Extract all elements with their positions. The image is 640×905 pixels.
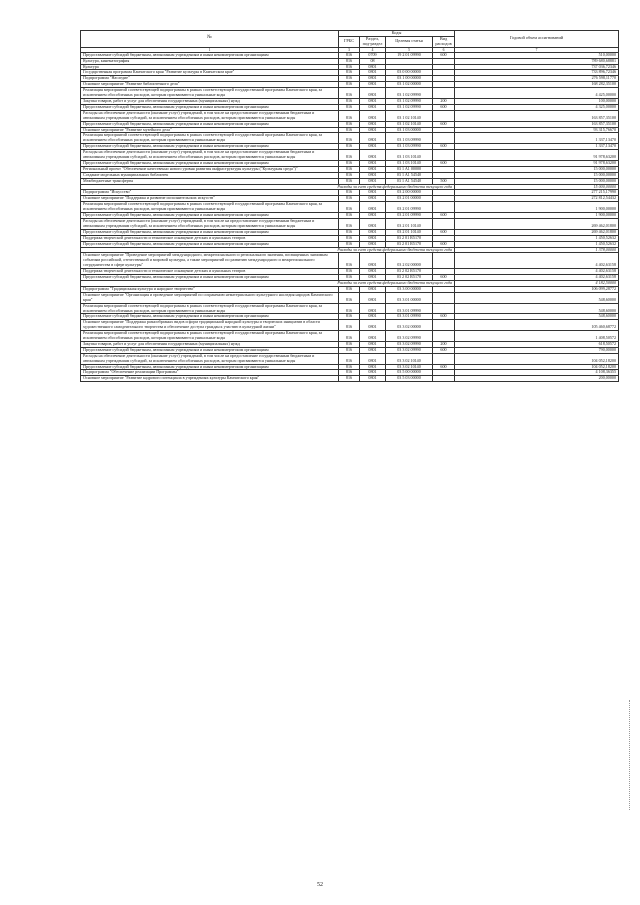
cell-target: 03 2 01 10140 bbox=[386, 229, 433, 235]
cell-section: 0801 bbox=[360, 275, 386, 281]
cell-name: Предоставление субсидий бюджетным, автономным учреждениям и иным некоммерческим организациям bbox=[81, 229, 339, 235]
cell-vr bbox=[433, 353, 455, 364]
cell-name: Реализация мероприятий соответствующей подпрограммы в рамках соответствующей государственной программы Камчатского края, за исключением обособленных расходов, которым присваиваются уникальные коды bbox=[81, 303, 339, 314]
cell-amount: 737 036,72346 bbox=[455, 64, 619, 70]
cell-vr: 600 bbox=[433, 121, 455, 127]
cell-amount: 106 099,28772 bbox=[455, 286, 619, 292]
note-text: Расходы за счет средств федерального бюджета текущего года bbox=[81, 247, 455, 253]
cell-target: 03 2 01 09990 bbox=[386, 213, 433, 219]
cell-name: Предоставление субсидий бюджетным, автономным учреждениям и иным некоммерческим организациям bbox=[81, 121, 339, 127]
cell-name: Основное мероприятие "Проведение мероприятий международного, межрегионального и регионального значения, посвященных значимым событиям российской, отечественной и мировой культуры, а также мероприятий по развитию международного и межрегионального сотрудничества в сфере культуры" bbox=[81, 253, 339, 269]
cell-grbs: 816 bbox=[339, 64, 360, 70]
cell-name: Основное мероприятие "Организация и проведение мероприятий по сохранению нематериального культурного наследия народов Камчатского края" bbox=[81, 292, 339, 303]
cell-amount: 733 896,72346 bbox=[455, 70, 619, 76]
column-number: 5 bbox=[386, 47, 433, 52]
cell-target: 03 3 02 09990 bbox=[386, 331, 433, 342]
cell-amount: 104 052,18200 bbox=[455, 353, 619, 364]
cell-name: Основное мероприятие "Поддержка разнообразных видов и форм традиционной народной культуры и творческих инициатив в области художественного самодеятельного творчества и обеспечение доступа граждан к участию в культурной жизни" bbox=[81, 320, 339, 331]
cell-vr bbox=[433, 303, 455, 314]
cell-target: 03 2 02 R5170 bbox=[386, 269, 433, 275]
column-number: 3 bbox=[339, 47, 360, 52]
cell-grbs: 816 bbox=[339, 144, 360, 150]
cell-grbs: 816 bbox=[339, 213, 360, 219]
cell-amount: 104 052,18200 bbox=[455, 364, 619, 370]
cell-section: 0801 bbox=[360, 172, 386, 178]
cell-target: 03 3 02 10140 bbox=[386, 353, 433, 364]
cell-vr: 600 bbox=[433, 144, 455, 150]
cell-target: 03 1 03 09990 bbox=[386, 133, 433, 144]
cell-name: Культура bbox=[81, 64, 339, 70]
header-section: Раздел, под-раздел bbox=[360, 36, 386, 47]
cell-target: 03 2 02 R5170 bbox=[386, 275, 433, 281]
column-number: 1 bbox=[81, 47, 339, 52]
cell-amount: 548,60000 bbox=[455, 292, 619, 303]
cell-amount: 4 402,63158 bbox=[455, 253, 619, 269]
cell-grbs: 816 bbox=[339, 341, 360, 347]
header-num: № bbox=[81, 31, 339, 48]
cell-target: 03 1 03 10140 bbox=[386, 160, 433, 166]
cell-target: 03 2 01 10140 bbox=[386, 219, 433, 230]
cell-section: 0801 bbox=[360, 64, 386, 70]
table-row bbox=[81, 353, 619, 364]
cell-vr bbox=[433, 150, 455, 161]
cell-grbs: 816 bbox=[339, 121, 360, 127]
cell-vr: 600 bbox=[433, 275, 455, 281]
cell-section: 0801 bbox=[360, 76, 386, 82]
cell-section: 0801 bbox=[360, 196, 386, 202]
cell-target: 03 1 02 09990 bbox=[386, 98, 433, 104]
cell-name: Подпрограмма "Наследие" bbox=[81, 76, 339, 82]
cell-grbs: 816 bbox=[339, 196, 360, 202]
cell-grbs: 816 bbox=[339, 269, 360, 275]
table-header bbox=[81, 31, 619, 53]
page-number: 52 bbox=[317, 882, 323, 888]
cell-grbs: 816 bbox=[339, 76, 360, 82]
cell-name: Региональный проект "Обеспечение качественно нового уровня развития инфраструктуры культуры ("Культурная среда")" bbox=[81, 166, 339, 172]
cell-amount: 789 680,68881 bbox=[455, 58, 619, 64]
cell-name: Реализация мероприятий соответствующей подпрограммы в рамках соответствующей государственной программы Камчатского края, за исключением обособленных расходов, которым присваиваются уникальные коды bbox=[81, 88, 339, 99]
cell-name: Предоставление субсидий бюджетным, автономным учреждениям и иным некоммерческим организациям bbox=[81, 241, 339, 247]
cell-section: 0801 bbox=[360, 166, 386, 172]
cell-target: 03 3 01 00000 bbox=[386, 292, 433, 303]
cell-name: Реализация мероприятий соответствующей подпрограммы в рамках соответствующей государственной программы Камчатского края, за исключением обособленных расходов, которым присваиваются уникальные коды bbox=[81, 133, 339, 144]
cell-target: 03 2 01 R5170 bbox=[386, 235, 433, 241]
cell-grbs: 816 bbox=[339, 190, 360, 196]
cell-name: Подпрограмма "Искусство" bbox=[81, 190, 339, 196]
cell-grbs: 816 bbox=[339, 364, 360, 370]
cell-section: 0801 bbox=[360, 110, 386, 121]
note-amount: 1 378,00000 bbox=[455, 247, 619, 253]
cell-target: 03 1 A1 00000 bbox=[386, 166, 433, 172]
cell-section: 0801 bbox=[360, 286, 386, 292]
cell-grbs: 816 bbox=[339, 353, 360, 364]
cell-vr bbox=[433, 110, 455, 121]
cell-target: 03 5 00 00000 bbox=[386, 370, 433, 376]
note-amount: 15 000,00000 bbox=[455, 184, 619, 190]
cell-grbs: 816 bbox=[339, 347, 360, 353]
cell-vr bbox=[433, 133, 455, 144]
cell-amount: 548,60000 bbox=[455, 314, 619, 320]
cell-target: 03 1 02 10140 bbox=[386, 110, 433, 121]
cell-amount: 105 460,68772 bbox=[455, 320, 619, 331]
cell-name: Подпрограмма "Обеспечение реализации Программы" bbox=[81, 370, 339, 376]
cell-amount: 618,50572 bbox=[455, 341, 619, 347]
cell-target: 03 1 A1 54540 bbox=[386, 178, 433, 184]
cell-grbs: 816 bbox=[339, 178, 360, 184]
cell-amount: 1 337,13470 bbox=[455, 144, 619, 150]
cell-name: Предоставление субсидий бюджетным, автономным учреждениям и иным некоммерческим организациям bbox=[81, 144, 339, 150]
cell-target: 03 2 02 00000 bbox=[386, 253, 433, 269]
cell-section: 0801 bbox=[360, 292, 386, 303]
cell-grbs: 816 bbox=[339, 286, 360, 292]
cell-name: Основное мероприятие "Поддержка и развитие исполнительских искусств" bbox=[81, 196, 339, 202]
table-body bbox=[81, 52, 619, 382]
column-number: 4 bbox=[360, 47, 386, 52]
cell-section: 0801 bbox=[360, 320, 386, 331]
cell-grbs: 816 bbox=[339, 98, 360, 104]
table-row bbox=[81, 253, 619, 269]
cell-amount: 269 462,01800 bbox=[455, 229, 619, 235]
cell-grbs: 816 bbox=[339, 172, 360, 178]
cell-section: 0801 bbox=[360, 160, 386, 166]
table-row bbox=[81, 88, 619, 99]
cell-amount: 93 315,76670 bbox=[455, 127, 619, 133]
cell-name: Предоставление субсидий бюджетным, автономным учреждениям и иным некоммерческим организациям bbox=[81, 314, 339, 320]
cell-section: 0801 bbox=[360, 314, 386, 320]
cell-section: 0801 bbox=[360, 364, 386, 370]
cell-vr: 600 bbox=[433, 52, 455, 58]
cell-amount: 1 900,00000 bbox=[455, 202, 619, 213]
table-row bbox=[81, 202, 619, 213]
cell-section: 0801 bbox=[360, 178, 386, 184]
cell-name: Закупка товаров, работ и услуг для обеспечения государственных (муниципальных) нужд bbox=[81, 98, 339, 104]
cell-name: Предоставление субсидий бюджетным, автономным учреждениям и иным некоммерческим организациям bbox=[81, 160, 339, 166]
cell-name: Расходы на обеспечение деятельности (оказание услуг) учреждений, в том числе на предоставление государственным бюджетным и автономным учреждениям субсидий, за исключением обособленных расходов, которым присваиваются уникальные коды bbox=[81, 110, 339, 121]
cell-target: 03 1 02 10140 bbox=[386, 121, 433, 127]
cell-vr: 200 bbox=[433, 341, 455, 347]
cell-name: Предоставление субсидий бюджетным, автономным учреждениям и иным некоммерческим организациям bbox=[81, 275, 339, 281]
cell-amount: 100,00000 bbox=[455, 98, 619, 104]
note-text: Расходы за счет средств федерального бюджета текущего года bbox=[81, 184, 455, 190]
cell-section: 0801 bbox=[360, 347, 386, 353]
cell-name: Основное мероприятие "Развитие музейного дела" bbox=[81, 127, 339, 133]
cell-amount: 163 857,35100 bbox=[455, 121, 619, 127]
cell-name: Поддержка творческой деятельности и техническое оснащение детских и кукольных театров bbox=[81, 235, 339, 241]
cell-section: 08 bbox=[360, 58, 386, 64]
cell-grbs: 816 bbox=[339, 70, 360, 76]
cell-vr bbox=[433, 376, 455, 382]
cell-amount: 15 000,00000 bbox=[455, 166, 619, 172]
cell-amount: 790,00000 bbox=[455, 347, 619, 353]
cell-amount: 1 900,00000 bbox=[455, 213, 619, 219]
cell-target: 03 1 03 10140 bbox=[386, 150, 433, 161]
cell-target: 03 3 02 10140 bbox=[386, 364, 433, 370]
cell-name: Межбюджетные трансферты bbox=[81, 178, 339, 184]
cell-target: 03 3 02 09990 bbox=[386, 347, 433, 353]
cell-grbs: 816 bbox=[339, 88, 360, 99]
note-text: Расходы за счет средств федерального бюджета текущего года bbox=[81, 280, 455, 286]
table-row bbox=[81, 320, 619, 331]
cell-grbs: 816 bbox=[339, 370, 360, 376]
cell-vr: 600 bbox=[433, 213, 455, 219]
cell-name: Предоставление субсидий бюджетным, автономным учреждениям и иным некоммерческим организациям bbox=[81, 213, 339, 219]
cell-target: 03 1 A1 54540 bbox=[386, 172, 433, 178]
cell-amount: 277 215,17990 bbox=[455, 190, 619, 196]
cell-amount: 510,00000 bbox=[455, 52, 619, 58]
table-row bbox=[81, 303, 619, 314]
table-row bbox=[81, 133, 619, 144]
cell-target: 03 2 01 R5170 bbox=[386, 241, 433, 247]
cell-name: Создание модельных муниципальных библиотек bbox=[81, 172, 339, 178]
cell-target: 03 3 01 09990 bbox=[386, 314, 433, 320]
cell-vr bbox=[433, 331, 455, 342]
cell-grbs: 816 bbox=[339, 219, 360, 230]
cell-section: 0801 bbox=[360, 202, 386, 213]
cell-grbs: 816 bbox=[339, 127, 360, 133]
cell-section: 0801 bbox=[360, 127, 386, 133]
cell-vr bbox=[433, 88, 455, 99]
cell-target: 03 1 02 09990 bbox=[386, 104, 433, 110]
cell-target: 03 2 01 09990 bbox=[386, 202, 433, 213]
cell-grbs: 816 bbox=[339, 331, 360, 342]
table-row bbox=[81, 331, 619, 342]
cell-vr bbox=[433, 202, 455, 213]
cell-amount: 91 978,63200 bbox=[455, 150, 619, 161]
cell-amount: 200,00000 bbox=[455, 376, 619, 382]
cell-target: 03 3 00 00000 bbox=[386, 286, 433, 292]
cell-grbs: 816 bbox=[339, 52, 360, 58]
column-number: 7 bbox=[455, 47, 619, 52]
budget-table bbox=[80, 30, 619, 382]
cell-target: 03 2 01 00000 bbox=[386, 196, 433, 202]
cell-amount: 15 000,00000 bbox=[455, 178, 619, 184]
table-row bbox=[81, 219, 619, 230]
cell-target: 03 1 03 00000 bbox=[386, 127, 433, 133]
cell-amount: 15 000,00000 bbox=[455, 172, 619, 178]
cell-name: Реализация мероприятий соответствующей подпрограммы в рамках соответствующей государственной программы Камчатского края, за исключением обособленных расходов, которым присваиваются уникальные коды bbox=[81, 202, 339, 213]
cell-amount: 548,60000 bbox=[455, 303, 619, 314]
cell-section: 0801 bbox=[360, 241, 386, 247]
cell-section: 0801 bbox=[360, 269, 386, 275]
cell-grbs: 816 bbox=[339, 292, 360, 303]
cell-target: 03 0 00 00000 bbox=[386, 70, 433, 76]
cell-grbs: 816 bbox=[339, 303, 360, 314]
cell-amount: 163 857,35100 bbox=[455, 110, 619, 121]
cell-section: 0801 bbox=[360, 376, 386, 382]
cell-target: 03 2 00 00000 bbox=[386, 190, 433, 196]
table-row bbox=[81, 292, 619, 303]
cell-vr bbox=[433, 253, 455, 269]
cell-name: Закупка товаров, работ и услуг для обеспечения государственных (муниципальных) нужд bbox=[81, 341, 339, 347]
budget-table-page bbox=[80, 30, 618, 382]
cell-amount: 272 812,54432 bbox=[455, 196, 619, 202]
cell-grbs: 816 bbox=[339, 150, 360, 161]
cell-grbs: 816 bbox=[339, 110, 360, 121]
cell-target: 19 2 01 09990 bbox=[386, 52, 433, 58]
cell-target: 03 3 02 00000 bbox=[386, 320, 433, 331]
cell-section: 0801 bbox=[360, 104, 386, 110]
cell-target: 03 1 02 09990 bbox=[386, 88, 433, 99]
cell-target: 03 1 02 00000 bbox=[386, 82, 433, 88]
cell-vr: 600 bbox=[433, 314, 455, 320]
cell-section: 0801 bbox=[360, 190, 386, 196]
cell-grbs: 816 bbox=[339, 82, 360, 88]
cell-section: 0801 bbox=[360, 235, 386, 241]
cell-amount: 1 337,13470 bbox=[455, 133, 619, 144]
cell-name: Расходы на обеспечение деятельности (оказание услуг) учреждений, в том числе на предоставление государственным бюджетным и автономным учреждениям субсидий, за исключением обособленных расходов, которым присваиваются уникальные коды bbox=[81, 150, 339, 161]
cell-vr bbox=[433, 292, 455, 303]
cell-grbs: 816 bbox=[339, 314, 360, 320]
cell-section: 0801 bbox=[360, 229, 386, 235]
cell-section: 0801 bbox=[360, 213, 386, 219]
cell-grbs: 816 bbox=[339, 202, 360, 213]
cell-grbs: 816 bbox=[339, 376, 360, 382]
cell-section: 0801 bbox=[360, 219, 386, 230]
cell-target: 03 1 00 00000 bbox=[386, 76, 433, 82]
cell-name: Предоставление субсидий бюджетным, автономным учреждениям и иным некоммерческим организациям bbox=[81, 52, 339, 58]
cell-section: 0801 bbox=[360, 98, 386, 104]
header-vr: Вид расходов bbox=[433, 36, 455, 47]
cell-vr: 600 bbox=[433, 229, 455, 235]
header-target: Целевая статья bbox=[386, 36, 433, 47]
cell-grbs: 816 bbox=[339, 235, 360, 241]
cell-vr: 200 bbox=[433, 98, 455, 104]
cell-section: 0801 bbox=[360, 370, 386, 376]
cell-section: 0801 bbox=[360, 144, 386, 150]
cell-target: 03 1 03 09990 bbox=[386, 144, 433, 150]
cell-name: Основное мероприятие "Развитие кадрового потенциала в учреждениях культуры Камчатского края" bbox=[81, 376, 339, 382]
cell-name: Предоставление субсидий бюджетным, автономным учреждениям и иным некоммерческим организациям bbox=[81, 364, 339, 370]
cell-grbs: 816 bbox=[339, 229, 360, 235]
cell-grbs: 816 bbox=[339, 275, 360, 281]
cell-name: Государственная программа Камчатского края "Развитие культуры в Камчатском крае" bbox=[81, 70, 339, 76]
cell-grbs: 816 bbox=[339, 104, 360, 110]
cell-section: 0801 bbox=[360, 253, 386, 269]
cell-grbs: 816 bbox=[339, 241, 360, 247]
cell-section: 0801 bbox=[360, 303, 386, 314]
table-row bbox=[81, 110, 619, 121]
cell-vr: 600 bbox=[433, 160, 455, 166]
cell-section: 0801 bbox=[360, 133, 386, 144]
cell-section: 0801 bbox=[360, 70, 386, 76]
header-grbs: ГРБС bbox=[339, 36, 360, 47]
cell-section: 0801 bbox=[360, 331, 386, 342]
cell-name: Реализация мероприятий соответствующей подпрограммы в рамках соответствующей государственной программы Камчатского края, за исключением обособленных расходов, которым присваиваются уникальные коды bbox=[81, 331, 339, 342]
cell-grbs: 816 bbox=[339, 320, 360, 331]
cell-name: Предоставление субсидий бюджетным, автономным учреждениям и иным некоммерческим организациям bbox=[81, 104, 339, 110]
cell-section: 0801 bbox=[360, 121, 386, 127]
header-amount: Годовой объем ассигнований bbox=[455, 31, 619, 48]
margin-dotted-line bbox=[629, 700, 630, 810]
cell-vr: 600 bbox=[433, 104, 455, 110]
cell-section: 0801 bbox=[360, 150, 386, 161]
note-amount: 4 182,50000 bbox=[455, 280, 619, 286]
cell-vr: 600 bbox=[433, 241, 455, 247]
cell-section: 0801 bbox=[360, 88, 386, 99]
cell-amount: 4 325,00000 bbox=[455, 104, 619, 110]
table-row bbox=[81, 150, 619, 161]
cell-amount: 1 450,52632 bbox=[455, 235, 619, 241]
cell-amount: 269 462,01800 bbox=[455, 219, 619, 230]
cell-name: Расходы на обеспечение деятельности (оказание услуг) учреждений, в том числе на предоставление государственным бюджетным и автономным учреждениям субсидий, за исключением обособленных расходов, которым присваиваются уникальные коды bbox=[81, 353, 339, 364]
cell-amount: 4 402,63158 bbox=[455, 269, 619, 275]
cell-grbs: 816 bbox=[339, 58, 360, 64]
cell-vr: 500 bbox=[433, 178, 455, 184]
cell-name: Культура, кинематография bbox=[81, 58, 339, 64]
cell-section: 0801 bbox=[360, 353, 386, 364]
cell-amount: 276 598,11770 bbox=[455, 76, 619, 82]
column-number: 6 bbox=[433, 47, 455, 52]
cell-amount: 168 282,35100 bbox=[455, 82, 619, 88]
cell-amount: 4 425,00000 bbox=[455, 88, 619, 99]
cell-amount: 1 408,50572 bbox=[455, 331, 619, 342]
cell-vr: 600 bbox=[433, 347, 455, 353]
cell-section: 0801 bbox=[360, 82, 386, 88]
cell-section: 0709 bbox=[360, 52, 386, 58]
cell-name: Основное мероприятие "Развитие библиотечного дела" bbox=[81, 82, 339, 88]
cell-vr bbox=[433, 219, 455, 230]
cell-grbs: 816 bbox=[339, 253, 360, 269]
cell-vr: 600 bbox=[433, 364, 455, 370]
cell-grbs: 816 bbox=[339, 166, 360, 172]
cell-vr bbox=[433, 320, 455, 331]
cell-target: 03 3 01 09990 bbox=[386, 303, 433, 314]
cell-target: 03 3 02 09990 bbox=[386, 341, 433, 347]
cell-grbs: 816 bbox=[339, 160, 360, 166]
cell-target: 03 5 03 00000 bbox=[386, 376, 433, 382]
cell-name: Подпрограмма "Традиционная культура и народное творчество" bbox=[81, 286, 339, 292]
cell-grbs: 816 bbox=[339, 133, 360, 144]
cell-amount: 1 450,52632 bbox=[455, 241, 619, 247]
cell-name: Поддержка творческой деятельности и техническое оснащение детских и кукольных театров bbox=[81, 269, 339, 275]
cell-name: Предоставление субсидий бюджетным, автономным учреждениям и иным некоммерческим организациям bbox=[81, 347, 339, 353]
table-row bbox=[81, 376, 619, 382]
cell-name: Расходы на обеспечение деятельности (оказание услуг) учреждений, в том числе на предоставление государственным бюджетным и автономным учреждениям субсидий, за исключением обособленных расходов, которым присваиваются уникальные коды bbox=[81, 219, 339, 230]
cell-section: 0801 bbox=[360, 341, 386, 347]
cell-amount: 4 108,36355 bbox=[455, 370, 619, 376]
cell-amount: 91 978,63200 bbox=[455, 160, 619, 166]
cell-amount: 4 402,63158 bbox=[455, 275, 619, 281]
header-codes: Коды bbox=[339, 31, 455, 37]
